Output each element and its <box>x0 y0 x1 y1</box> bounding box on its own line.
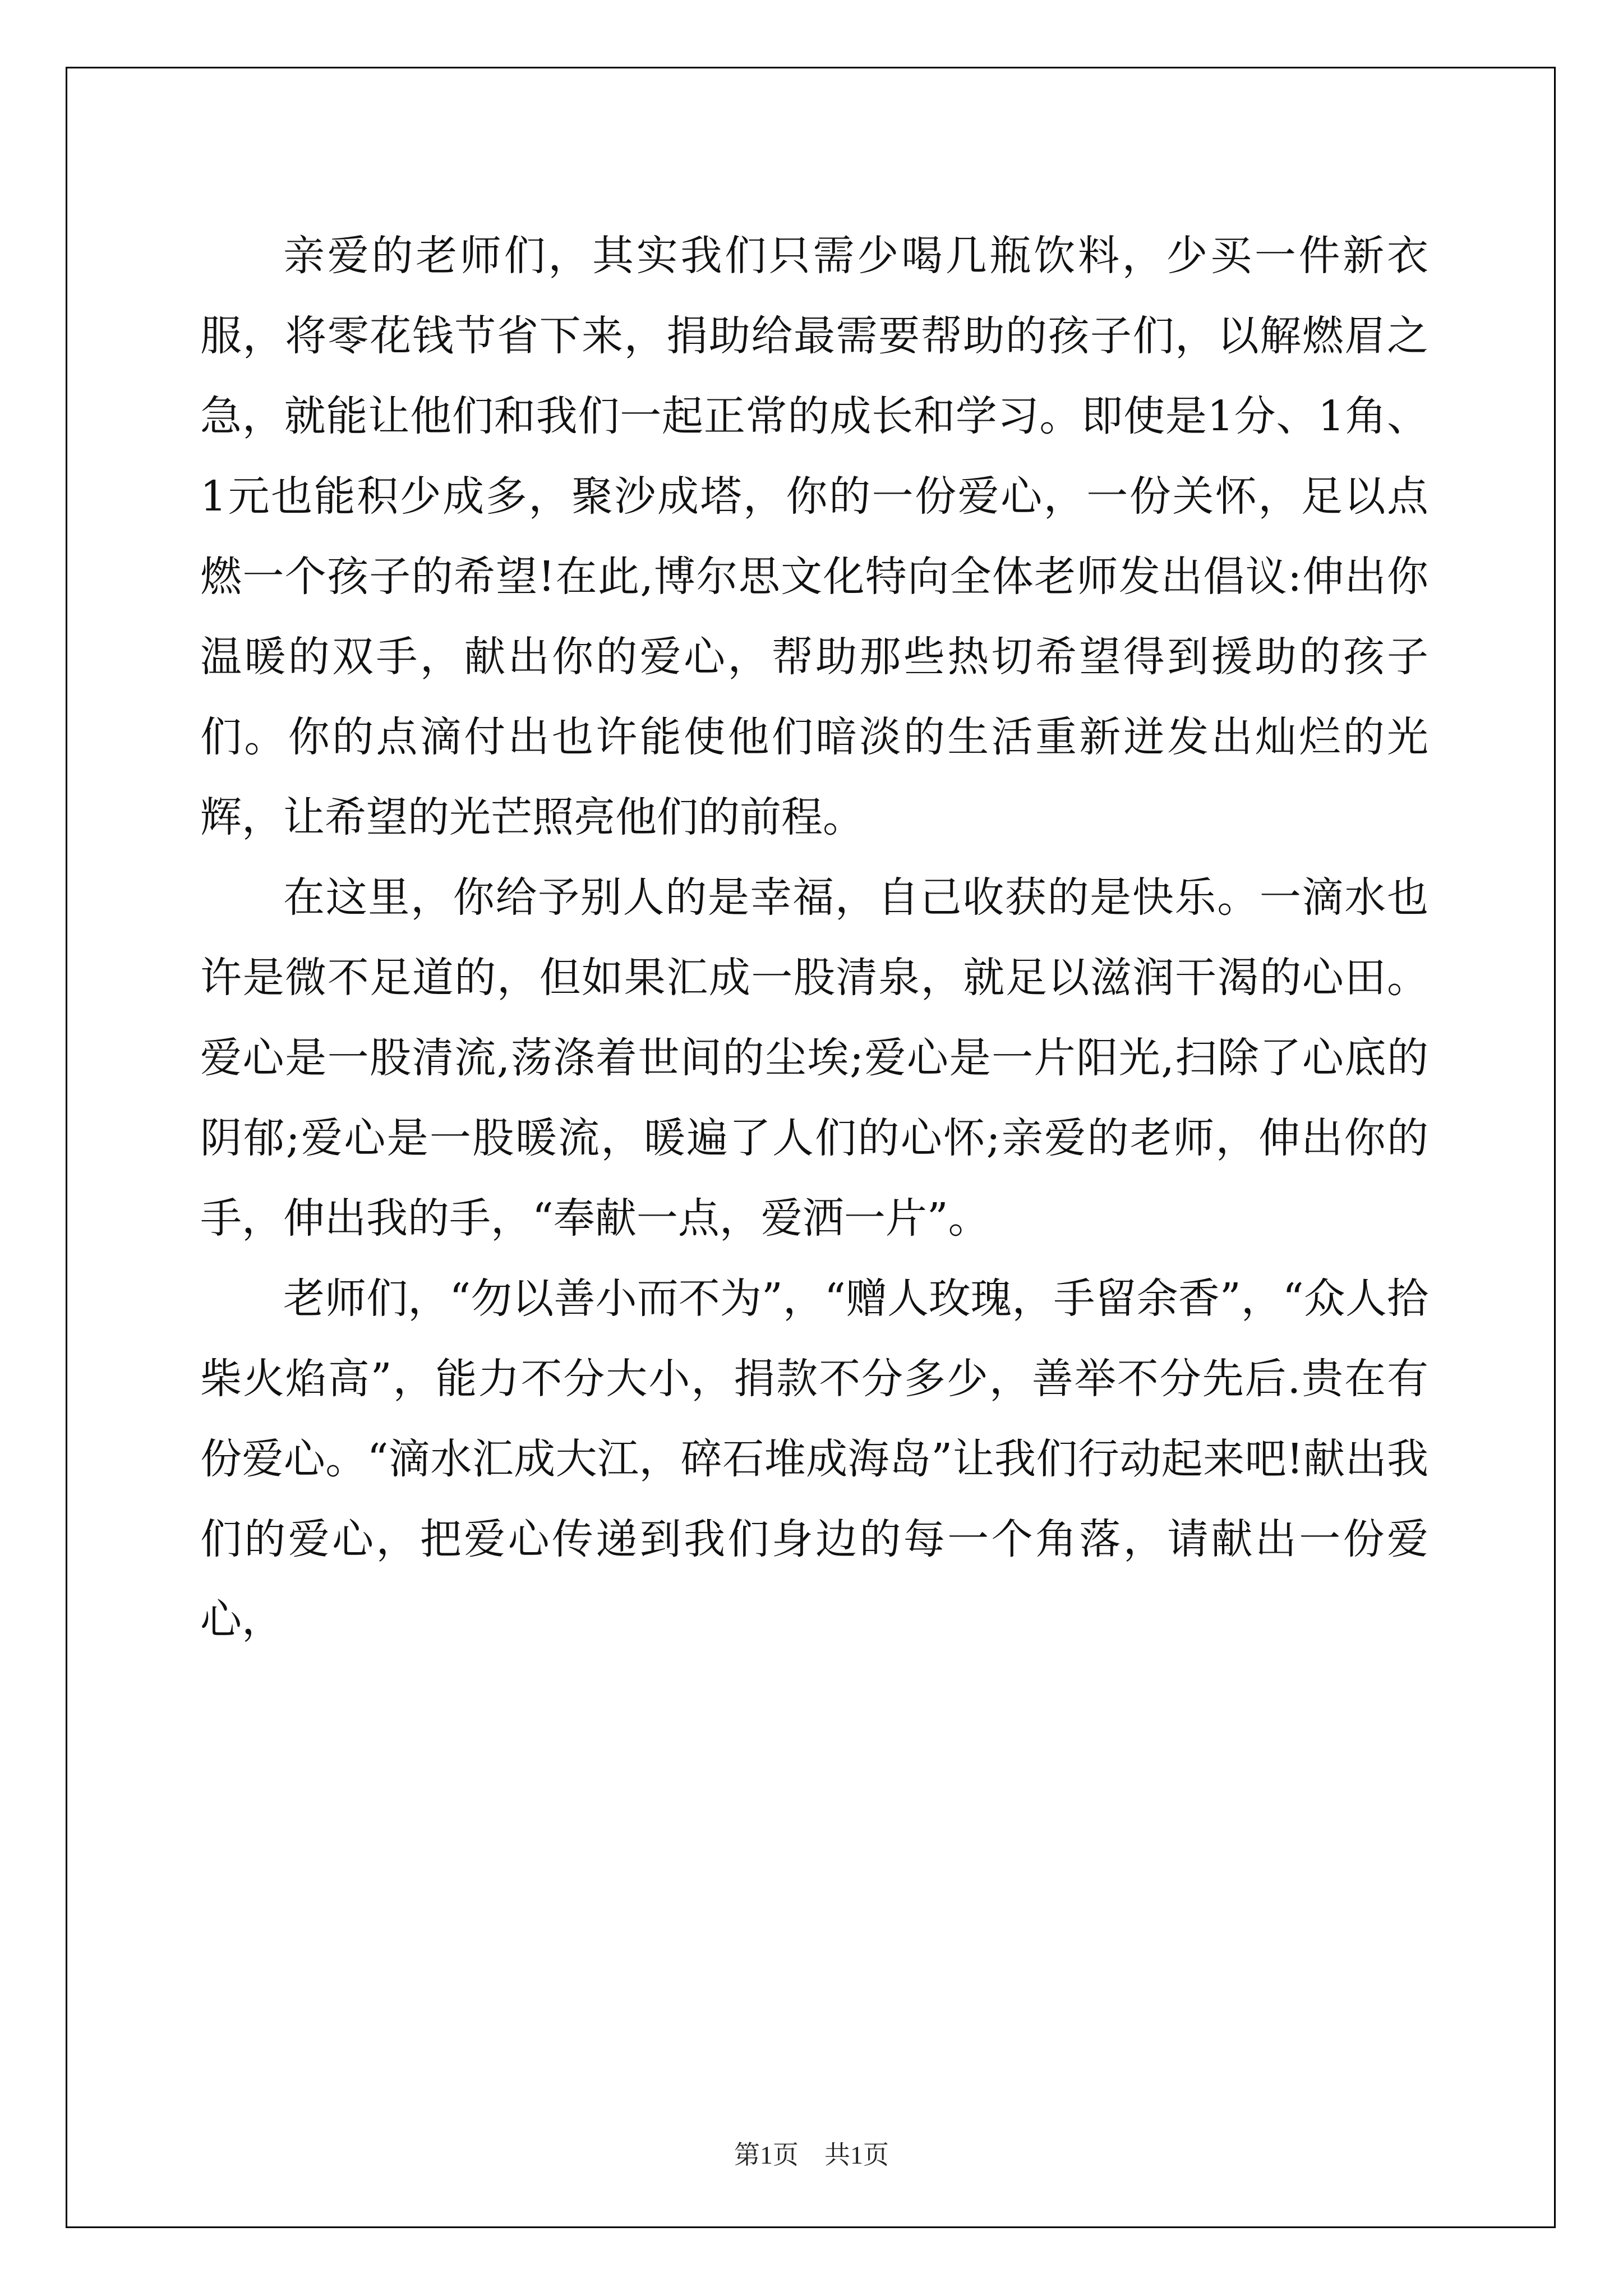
paragraph-1: 亲爱的老师们，其实我们只需少喝几瓶饮料，少买一件新衣服，将零花钱节省下来，捐助给最需要帮助的孩子们，以解燃眉之急，就能让他们和我们一起正常的成长和学习。即使是1分、1角、1元也能积少成多，聚沙成塔，你的一份爱心，一份关怀，足以点燃一个孩子的希望!在此,博尔思文化特向全体老师发出倡议:伸出你温暖的双手，献出你的爱心，帮助那些热切希望得到援助的孩子们。你的点滴付出也许能使他们暗淡的生活重新迸发出灿烂的光辉，让希望的光芒照亮他们的前程。 <box>200 232 1428 841</box>
paragraph-2: 在这里，你给予别人的是幸福，自己收获的是快乐。一滴水也许是微不足道的，但如果汇成一股清泉，就足以滋润干渴的心田。爱心是一股清流,荡涤着世间的尘埃;爱心是一片阳光,扫除了心底的阴郁;爱心是一股暖流，暖遍了人们的心怀;亲爱的老师，伸出你的手，伸出我的手，“奉献一点，爱洒一片”。 <box>200 873 1428 1243</box>
paragraph-3: 老师们，“勿以善小而不为”，“赠人玫瑰，手留余香”，“众人拾柴火焰高”，能力不分大小，捐款不分多少，善举不分先后.贵在有份爱心。“滴水汇成大江，碎石堆成海岛”让我们行动起来吧!献出我们的爱心，把爱心传递到我们身边的每一个角落，请献出一份爱心， <box>200 1274 1428 1644</box>
document-body <box>200 216 1428 1660</box>
page-number-footer: 第1页 共1页 <box>734 2141 889 2169</box>
